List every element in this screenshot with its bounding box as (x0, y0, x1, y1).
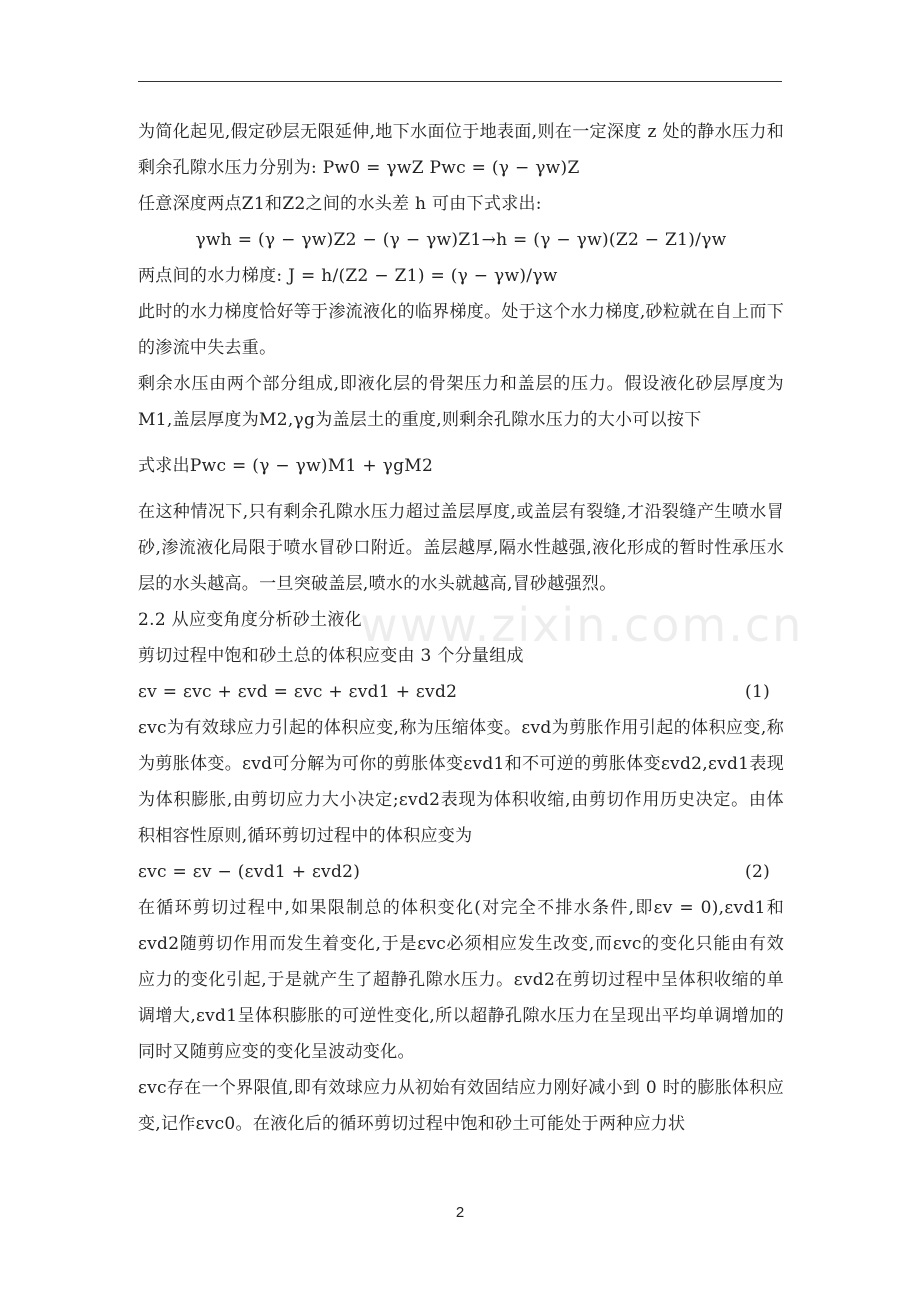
header-rule (138, 81, 782, 82)
paragraph: 任意深度两点Z1和Z2之间的水头差 h 可由下式求出: (138, 194, 542, 214)
equation-row (138, 854, 784, 890)
equation: γwh = (γ − γw)Z2 − (γ − γw)Z1→h = (γ − γw)(Z2 − Z1)/γw (195, 230, 727, 250)
equation-number: (1) (745, 682, 770, 702)
paragraph: 为简化起见,假定砂层无限延伸,地下水面位于地表面,则在一定深度 z 处的静水压力和剩余孔隙水压力分别为: Pw0 = γwZ Pwc = (γ − γw)Z (138, 122, 784, 178)
paragraph: 式求出Pwc = (γ − γw)M1 + γgM2 (138, 456, 434, 476)
paragraph: 在这种情况下,只有剩余孔隙水压力超过盖层厚度,或盖层有裂缝,才沿裂缝产生喷水冒砂,渗流液化局限于喷水冒砂口附近。盖层越厚,隔水性越强,液化形成的暂时性承压水层的水头越高。一旦突破盖层,喷水的水头就越高,冒砂越强烈。 (138, 502, 784, 594)
paragraph: 剩余水压由两个部分组成,即液化层的骨架压力和盖层的压力。假设液化砂层厚度为M1,盖层厚度为M2,γg为盖层土的重度,则剩余孔隙水压力的大小可以按下 (138, 374, 784, 430)
equation-row (138, 674, 784, 710)
equation: εvc = εv − (εvd1 + εvd2) (138, 862, 361, 882)
paragraph: εvc为有效球应力引起的体积应变,称为压缩体变。εvd为剪胀作用引起的体积应变,称为剪胀体变。εvd可分解为可你的剪胀体变εvd1和不可逆的剪胀体变εvd2,εvd1表现为体积膨胀,由剪切应力大小决定;εvd2表现为体积收缩,由剪切作用历史决定。由体积相容性原则,循环剪切过程中的体积应变为 (138, 718, 784, 846)
watermark: www.zixin.com.cn (360, 598, 804, 652)
page-number: 2 (455, 1204, 465, 1221)
equation: εv = εvc + εvd = εvc + εvd1 + εvd2 (138, 682, 458, 702)
paragraph: 此时的水力梯度恰好等于渗流液化的临界梯度。处于这个水力梯度,砂粒就在自上而下的渗流中失去重。 (138, 302, 784, 358)
section-heading: 2.2 从应变角度分析砂土液化 (138, 610, 362, 630)
paragraph: 在循环剪切过程中,如果限制总的体积变化(对完全不排水条件,即εv = 0),εvd1和εvd2随剪切作用而发生着变化,于是εvc必须相应发生改变,而εvc的变化只能由有效应力的变化引起,于是就产生了超静孔隙水压力。εvd2在剪切过程中呈体积收缩的单调增大,εvd1呈体积膨胀的可逆性变化,所以超静孔隙水压力在呈现出平均单调增加的同时又随剪应变的变化呈波动变化。 (138, 898, 784, 1062)
paragraph: 两点间的水力梯度: J = h/(Z2 − Z1) = (γ − γw)/γw (138, 266, 558, 286)
paragraph: εvc存在一个界限值,即有效球应力从初始有效固结应力刚好减小到 0 时的膨胀体积应变,记作εvc0。在液化后的循环剪切过程中饱和砂土可能处于两种应力状 (138, 1078, 784, 1134)
paragraph: 剪切过程中饱和砂土总的体积应变由 3 个分量组成 (138, 646, 524, 666)
equation-number: (2) (745, 862, 770, 882)
